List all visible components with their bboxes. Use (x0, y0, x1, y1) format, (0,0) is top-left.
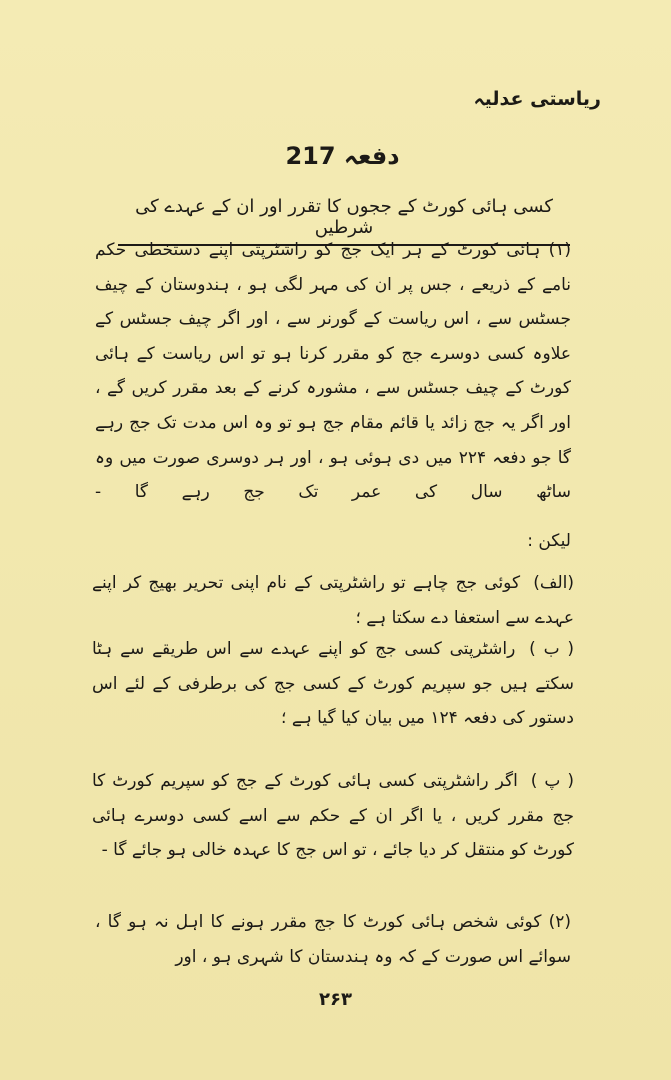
clause-marker: ( ب ) (529, 639, 574, 659)
running-header: ریاستی عدلیہ (473, 88, 601, 110)
section-heading (0, 142, 671, 170)
section-word: دفعہ (343, 142, 400, 170)
paragraph-1: (۱) ہائی کورٹ کے ہر ایک جج کو راشٹرپتی اپنے دستخطی حکم نامے کے ذریعے ، جس پر ان کی مہر لگی ہو ، ہندوستان کے چیف جسٹس سے ، اس ریاست کے گورنر سے ، اور اگر چیف جسٹس کے علاوہ کسی دوسرے جج کو مقرر کرنا ہو تو اس ریاست کے ہائی کورٹ کے چیف جسٹس سے ، مشورہ کرنے کے بعد مقرر کریں گے ، اور اگر یہ جج زائد یا قائم مقام جج ہو تو وہ اس مدت تک جج رہے گا جو دفعہ ۲۲۴ میں دی ہوئی ہو ، اور ہر دوسری صورت میں وہ ساٹھ سال کی عمر تک جج رہے گا - (95, 240, 572, 503)
section-number: 217 (285, 142, 336, 170)
clause-text: کوئی جج چاہے تو راشٹرپتی کے نام اپنی تحریر بھیج کر اپنے عہدے سے استعفا دے سکتا ہے ؛ (92, 573, 574, 628)
clause-be (92, 632, 574, 736)
clause-marker: (الف) (533, 573, 574, 593)
clause-alif (92, 566, 574, 635)
clause-pe (92, 764, 574, 868)
page-number: ۲۶۳ (319, 989, 352, 1010)
section-subtitle: کسی ہائی کورٹ کے ججوں کا تقرر اور ان کے عہدے کی شرطیں (118, 196, 570, 246)
clause-text: اگر راشٹرپتی کسی ہائی کورٹ کے جج کو سپریم کورٹ کا جج مقرر کریں ، یا اگر ان کے حکم سے اسے کسی دوسرے ہائی کورٹ کو منتقل کر دیا جائے ، تو اس جج کا عہدہ خالی ہو جائے گا - (92, 771, 574, 861)
paragraph-2: (۲) کوئی شخص ہائی کورٹ کا جج مقرر ہونے کا اہل نہ ہو گا ، سوائے اس صورت کے کہ وہ ہندستان کا شہری ہو ، اور (95, 912, 571, 967)
clause-marker: ( پ ) (530, 771, 574, 791)
clause-text: راشٹرپتی کسی جج کو اپنے عہدے سے اس طریقے سے ہٹا سکتے ہیں جو سپریم کورٹ کے کسی جج کی برطرفی کے لئے اس دستور کی دفعہ ۱۲۴ میں بیان کیا گیا ہے ؛ (92, 639, 574, 729)
proviso-label: لیکن : (527, 531, 571, 551)
